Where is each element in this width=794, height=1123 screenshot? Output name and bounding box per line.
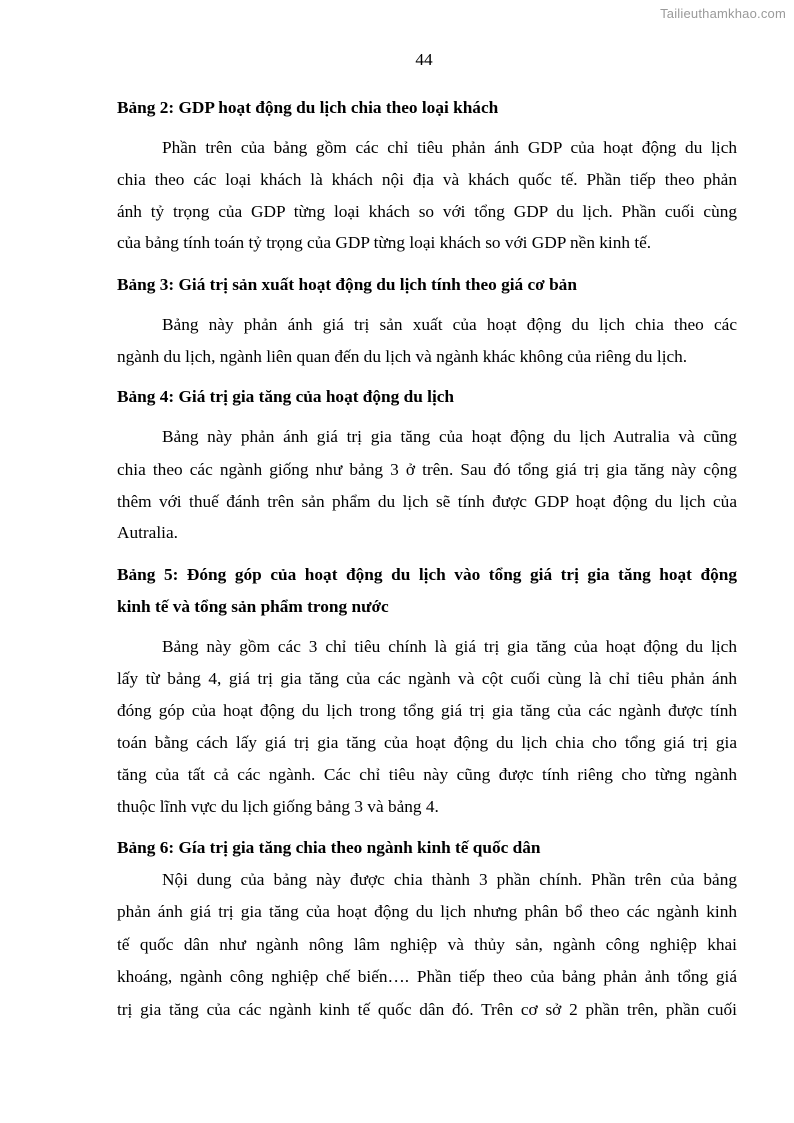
- paragraph-line: tăng của tất cả các ngành. Các chỉ tiêu này cũng được tính riêng cho từng ngành: [117, 765, 737, 784]
- paragraph-line: Phần trên của bảng gồm các chỉ tiêu phản ánh GDP của hoạt động du lịch: [162, 138, 737, 157]
- section-heading: Bảng 2: GDP hoạt động du lịch chia theo loại khách: [117, 98, 499, 117]
- section-heading: Bảng 5: Đóng góp của hoạt động du lịch vào tổng giá trị gia tăng hoạt động: [117, 565, 737, 584]
- paragraph-line: ngành du lịch, ngành liên quan đến du lịch và ngành khác không của riêng du lịch.: [117, 347, 688, 366]
- paragraph-line: Bảng này phản ánh giá trị sản xuất của hoạt động du lịch chia theo các: [162, 315, 737, 334]
- section-heading: Bảng 6: Gía trị gia tăng chia theo ngành kinh tế quốc dân: [117, 838, 541, 857]
- paragraph-line: thêm với thuế đánh trên sản phẩm du lịch sẽ tính được GDP hoạt động du lịch của: [117, 492, 737, 511]
- paragraph-line: toán bằng cách lấy giá trị gia tăng của hoạt động du lịch chia cho tổng giá trị gia: [117, 733, 737, 752]
- paragraph-line: Bảng này phản ánh giá trị gia tăng của hoạt động du lịch Autralia và cũng: [162, 427, 737, 446]
- section-heading: Bảng 3: Giá trị sản xuất hoạt động du lịch tính theo giá cơ bản: [117, 275, 577, 294]
- paragraph-line: Bảng này gồm các 3 chỉ tiêu chính là giá trị gia tăng của hoạt động du lịch: [162, 637, 737, 656]
- paragraph-line: phản ánh giá trị gia tăng của hoạt động du lịch nhưng phân bổ theo các ngành kinh: [117, 902, 737, 921]
- paragraph-line: của bảng tính toán tỷ trọng của GDP từng loại khách so với GDP nền kinh tế.: [117, 233, 652, 252]
- section-heading: Bảng 4: Giá trị gia tăng của hoạt động du lịch: [117, 387, 455, 406]
- paragraph-line: tế quốc dân như ngành nông lâm nghiệp và thủy sản, ngành công nghiệp khai: [117, 935, 737, 954]
- watermark: Tailieuthamkhao.com: [660, 6, 786, 21]
- paragraph-line: trị gia tăng của các ngành kinh tế quốc dân đó. Trên cơ sở 2 phần trên, phần cuối: [117, 1000, 737, 1019]
- paragraph-line: Autralia.: [117, 523, 178, 542]
- paragraph-line: chia theo các ngành giống như bảng 3 ở trên. Sau đó tổng giá trị gia tăng này cộng: [117, 460, 737, 479]
- page-number: 44: [415, 50, 433, 69]
- paragraph-line: khoáng, ngành công nghiệp chế biến…. Phần tiếp theo của bảng phản ảnh tổng giá: [117, 967, 737, 986]
- paragraph-line: lấy từ bảng 4, giá trị gia tăng của các ngành và cột cuối cùng là chỉ tiêu phản ánh: [117, 669, 737, 688]
- paragraph-line: đóng góp của hoạt động du lịch trong tổng giá trị gia tăng của các ngành được tính: [117, 701, 737, 720]
- paragraph-line: ánh tỷ trọng của GDP từng loại khách so với tổng GDP du lịch. Phần cuối cùng: [117, 202, 737, 221]
- paragraph-line: thuộc lĩnh vực du lịch giống bảng 3 và bảng 4.: [117, 797, 439, 816]
- section-heading: kinh tế và tổng sản phẩm trong nước: [117, 597, 389, 616]
- paragraph-line: Nội dung của bảng này được chia thành 3 phần chính. Phần trên của bảng: [162, 870, 737, 889]
- paragraph-line: chia theo các loại khách là khách nội địa và khách quốc tế. Phần tiếp theo phản: [117, 170, 737, 189]
